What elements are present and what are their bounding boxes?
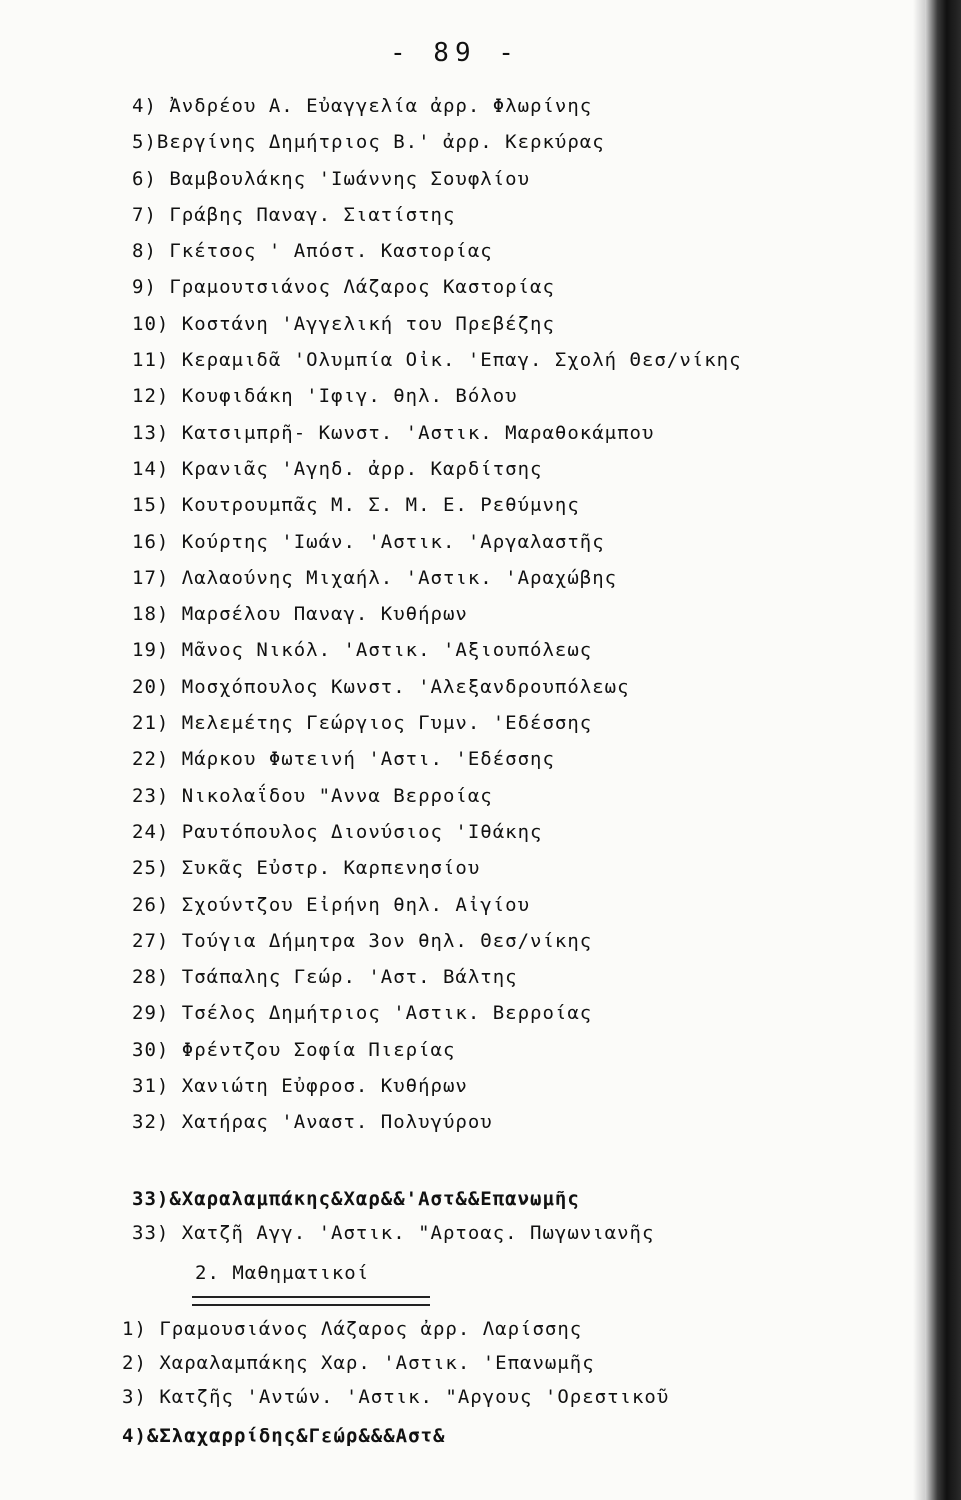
list-item: 13) Κατσιμπρῆ- Κωνστ. 'Αστικ. Μαραθοκάμπου	[132, 421, 655, 444]
list-item: 23) Νικολαΐδου "Αννα Βερροίας	[132, 784, 493, 807]
list-item: 5)Βεργίνης Δημήτριος Β.' ἀρρ. Κερκύρας	[132, 131, 605, 154]
list-item: 8) Γκέτσος ' Απόστ. Καστορίας	[132, 240, 493, 263]
page-binding-edge	[925, 0, 961, 1500]
list-item: 19) Μᾶνος Νικόλ. 'Αστικ. 'Αξιουπόλεως	[132, 639, 593, 662]
list-item: 27) Τούγια Δήμητρα 3ον θηλ. Θεσ/νίκης	[132, 929, 593, 952]
list-item: 9) Γραμουτσιάνος Λάζαρος Καστορίας	[132, 276, 555, 299]
list-item: 14) Κρανιᾶς 'Αγηδ. ἀρρ. Καρδίτσης	[132, 457, 543, 480]
list-item: 12) Κουφιδάκη 'Ιφιγ. θηλ. Βόλου	[132, 385, 518, 408]
list-item: 11) Κεραμιδᾶ 'Ολυμπία Οἰκ. 'Επαγ. Σχολή Θεσ/νίκης	[132, 349, 742, 372]
list-item: 15) Κουτρουμπᾶς Μ. Σ. Μ. Ε. Ρεθύμνης	[132, 494, 580, 517]
list-item: 25) Συκᾶς Εὐστρ. Καρπενησίου	[132, 857, 481, 880]
list-item: 17) Λαλαούνης Μιχαήλ. 'Αστικ. 'Αραχώβης	[132, 566, 618, 589]
list-item: 10) Κοστάνη 'Αγγελική του Πρεβέζης	[132, 312, 555, 335]
list-item: 29) Τσέλος Δημήτριος 'Αστικ. Βερροίας	[132, 1002, 593, 1025]
list-item: 22) Μάρκου Φωτεινή 'Αστι. 'Εδέσσης	[132, 748, 555, 771]
list-item: 20) Μοσχόπουλος Κωνστ. 'Αλεξανδρουπόλεως	[132, 675, 630, 698]
teacher-list	[132, 88, 742, 1141]
section-heading-mathematics: 2. Μαθηματικοί	[195, 1262, 370, 1284]
list-item: 32) Χατήρας 'Αναστ. Πολυγύρου	[132, 1111, 493, 1134]
list-item: 26) Σχούντζου Εἰρήνη θηλ. Αἰγίου	[132, 893, 531, 916]
double-underline	[192, 1296, 430, 1306]
page-number: - 89 -	[390, 38, 520, 68]
list-item: 4) Ἀνδρέου Α. Εὐαγγελία ἀρρ. Φλωρίνης	[132, 95, 593, 117]
list-item: 18) Μαρσέλου Παναγ. Κυθήρων	[132, 603, 468, 626]
list-item: 16) Κούρτης 'Ιωάν. 'Αστικ. 'Αργαλαστῆς	[132, 530, 605, 553]
list-item: 30) Φρέντζου Σοφία Πιερίας	[132, 1038, 456, 1061]
list-item: 24) Ραυτόπουλος Διονύσιος 'Ιθάκης	[132, 820, 543, 843]
struck-entry: 4)&Σλαχαρρίδης&Γεώρ&&&Αστ&	[122, 1425, 446, 1447]
list-item: 7) Γράβης Παναγ. Σιατίστης	[132, 203, 456, 226]
mathematics-list	[122, 1312, 669, 1414]
list-item: 6) Βαμβουλάκης 'Ιωάννης Σουφλίου	[132, 167, 531, 190]
list-item: 21) Μελεμέτης Γεώργιος Γυμν. 'Εδέσσης	[132, 712, 593, 735]
list-item: 2) Χαραλαμπάκης Χαρ. 'Αστικ. 'Επανωμῆς	[122, 1352, 595, 1374]
list-item: 33) Χατζῆ Αγγ. 'Αστικ. "Αρτοας. Πωγωνιανῆς	[132, 1222, 655, 1244]
struck-entry: 33)&Χαραλαμπάκης&Χαρ&&'Αστ&&Επανωμῆς	[132, 1188, 580, 1210]
list-item: 1) Γραμουσιάνος Λάζαρος ἀρρ. Λαρίσσης	[122, 1318, 583, 1340]
list-item: 31) Χανιώτη Εὐφροσ. Κυθήρων	[132, 1075, 468, 1098]
list-item: 3) Κατζῆς 'Αντών. 'Αστικ. "Αργους 'Ορεστικοῦ	[122, 1386, 670, 1408]
page-edge-shadow	[913, 0, 925, 1500]
list-item: 28) Τσάπαλης Γεώρ. 'Αστ. Βάλτης	[132, 966, 518, 989]
struck-through-line	[132, 1184, 654, 1248]
